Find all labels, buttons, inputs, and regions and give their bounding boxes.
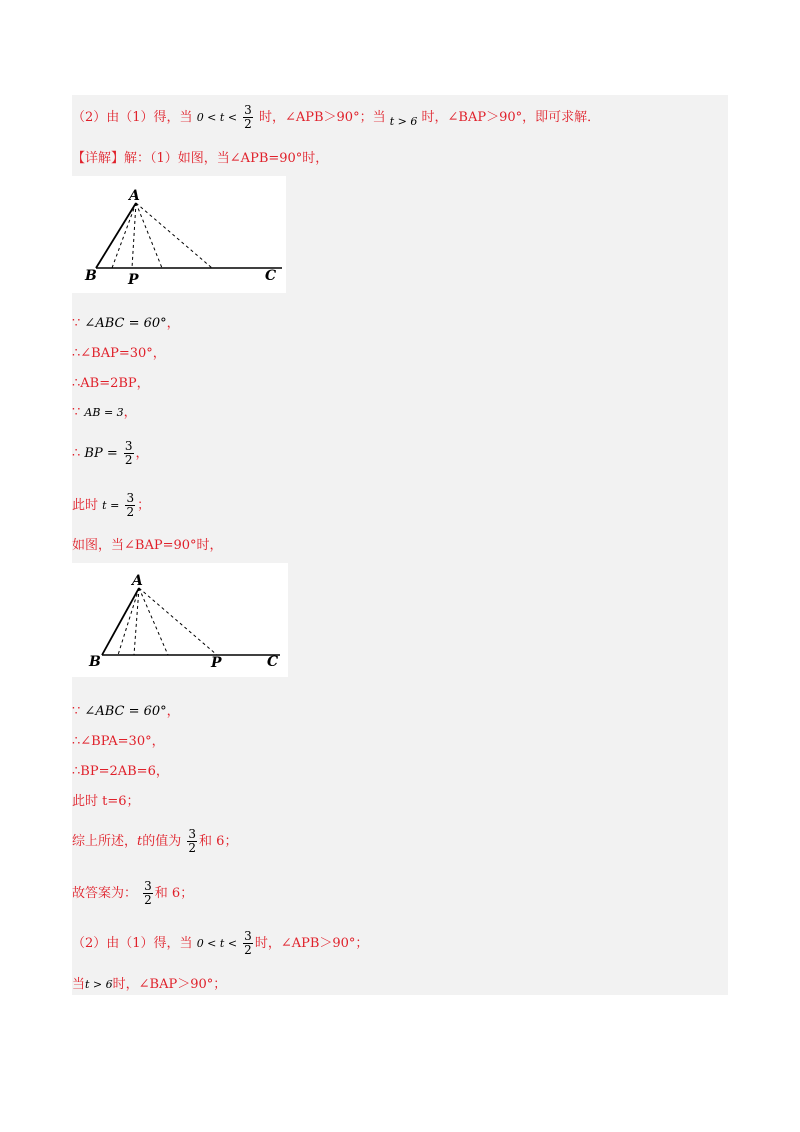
label-p: P: [211, 655, 222, 671]
stmt-4: ∵ AB = 3，: [72, 405, 137, 420]
triangle-diagram-1: [72, 176, 286, 293]
label-a: A: [129, 188, 140, 204]
figure-1: [72, 176, 286, 293]
stmt-11: 此时 t=6；: [72, 794, 140, 809]
hint-line: [72, 104, 600, 131]
label-b: B: [89, 654, 101, 670]
stmt-13: 故答案为： $\frac{3}{2}$ 和 6；: [72, 879, 194, 907]
label-a: A: [132, 573, 143, 589]
label-b: B: [85, 268, 97, 284]
stmt-9: ∴∠BPA=30°，: [72, 734, 165, 749]
fraction: $\frac{3}{2}$: [244, 103, 252, 131]
stmt-8: ∵ ∠ABC = 60°，: [72, 704, 180, 719]
label-p: P: [128, 272, 139, 288]
detail-text: 解：（1）如图，当∠APB=90°时，: [124, 151, 329, 166]
stmt-14: （2）由（1）得，当 0 < t < $\frac{3}{2}$ 时，∠APB＞90°；: [72, 929, 369, 957]
stmt-12: 综上所述，t的值为 $\frac{3}{2}$ 和 6；: [72, 827, 238, 855]
hint-mid: 时，∠APB＞90°；当: [258, 110, 386, 125]
stmt-3: ∴AB=2BP，: [72, 376, 150, 391]
triangle-diagram-2: [72, 563, 288, 677]
detail-heading: [72, 150, 328, 168]
hint-suffix: 时，∠BAP＞90°，即可求解．: [421, 110, 601, 125]
hint-prefix: （2）由（1）得，当: [72, 110, 193, 125]
figure-2: [72, 563, 288, 677]
inequality-2: t > 6: [389, 115, 418, 128]
stmt-15: 当t > 6时，∠BAP＞90°；: [72, 977, 227, 992]
stmt-10: ∴BP=2AB=6，: [72, 764, 169, 779]
stmt-5: ∴ BP = $\frac{3}{2}$ ，: [72, 439, 149, 467]
label-c: C: [267, 654, 279, 670]
detail-tag: 【详解】: [72, 151, 125, 166]
stmt-6: 此时 t = $\frac{3}{2}$ ；: [72, 491, 151, 519]
inequality: 0 < t <: [196, 111, 238, 124]
stmt-1: ∵ ∠ABC = 60°，: [72, 316, 180, 331]
label-c: C: [265, 268, 277, 284]
stmt-7: 如图，当∠BAP=90°时，: [72, 538, 223, 553]
stmt-2: ∴∠BAP=30°，: [72, 346, 166, 361]
